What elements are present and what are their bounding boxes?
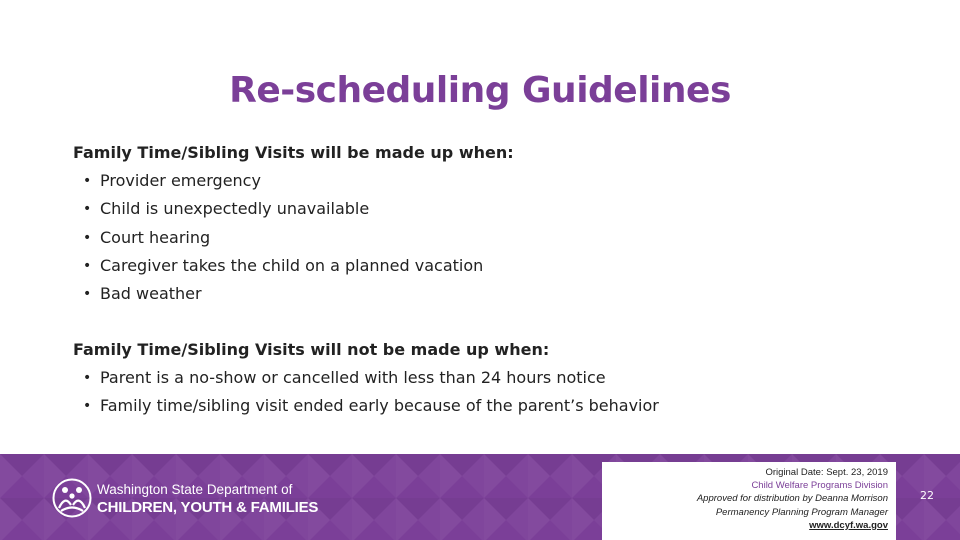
manager-role: Permanency Planning Program Manager (715, 506, 888, 518)
department-line2: CHILDREN, YOUTH & FAMILIES (97, 499, 319, 516)
approval-text: Approved for distribution by Deanna Morrison (696, 493, 888, 505)
list-item: • Court hearing (83, 227, 211, 247)
bullet-list (73, 171, 514, 312)
bullet-list (73, 368, 659, 425)
bullet-icon: • (83, 201, 92, 218)
original-date: Original Date: Sept. 23, 2019 (765, 467, 888, 478)
bullet-icon: • (83, 173, 92, 189)
made-up-section (73, 143, 514, 312)
website-link[interactable]: www.dcyf.wa.gov (809, 519, 888, 531)
list-item: • Caregiver takes the child on a planned vacation (83, 255, 484, 275)
department-line1: Washington State Department of (97, 482, 293, 497)
section-heading: Family Time/Sibling Visits will not be made up when: (73, 340, 550, 359)
list-item: • Child is unexpectedly unavailable (83, 199, 370, 219)
department-name (97, 482, 318, 517)
bullet-icon: • (83, 370, 92, 386)
list-item: • Family time/sibling visit ended early because of the parent’s behavior (83, 396, 659, 416)
bullet-icon: • (83, 398, 92, 415)
bullet-icon: • (83, 229, 92, 246)
slide-title: Re-scheduling Guidelines (229, 70, 731, 111)
section-heading: Family Time/Sibling Visits will be made up when: (73, 143, 514, 162)
list-item: • Bad weather (83, 284, 202, 304)
division-name: Child Welfare Programs Division (751, 480, 888, 492)
list-item: • Parent is a no-show or cancelled with less than 24 hours notice (83, 368, 606, 387)
dcyf-logo-icon (52, 478, 92, 518)
list-item: • Provider emergency (83, 171, 261, 190)
page-number: 22 (920, 489, 934, 502)
info-box (602, 462, 896, 540)
bullet-icon: • (83, 257, 92, 274)
not-made-up-section (73, 340, 659, 425)
bullet-icon: • (83, 286, 92, 303)
